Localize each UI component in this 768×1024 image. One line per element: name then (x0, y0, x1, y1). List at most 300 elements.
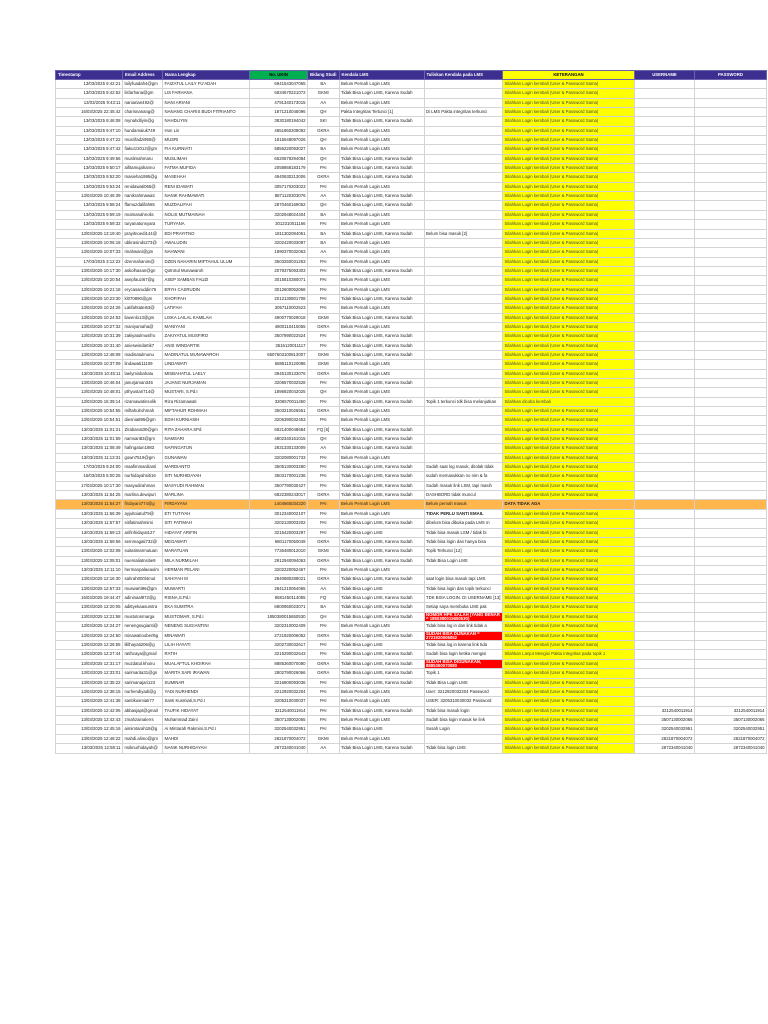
cell-username[interactable] (635, 612, 695, 622)
cell-password[interactable] (695, 388, 767, 397)
cell-bidang-studi[interactable]: PAI (308, 650, 340, 659)
cell-username[interactable] (635, 453, 695, 462)
cell-ukin[interactable]: 5856220093027 (250, 145, 308, 154)
cell-tuliskan-kendala[interactable] (424, 89, 503, 98)
cell-timestamp[interactable]: 13/03/2025 9:49:56 (56, 154, 123, 163)
cell-tuliskan-kendala[interactable] (424, 341, 503, 350)
cell-tuliskan-kendala[interactable]: Tidak bisa login dan topik terkunci (424, 584, 503, 593)
cell-keterangan[interactable]: Silahkan Login kembali (User & Password Sama) (503, 238, 635, 247)
cell-timestamp[interactable]: 13/03/2025 9:59:19 (56, 210, 123, 219)
cell-password[interactable] (695, 341, 767, 350)
cell-name[interactable]: NAMSARI (163, 435, 250, 444)
cell-keterangan[interactable]: Silahkan Login kembali (User & Password Sama) (503, 528, 635, 537)
cell-email[interactable]: turyanatunsyara (123, 220, 163, 229)
cell-tuliskan-kendala[interactable]: USER: 3205310030032 Password (424, 697, 503, 706)
table-row[interactable] (56, 537, 767, 546)
cell-ukin[interactable]: 3202130003202 (250, 519, 308, 528)
cell-kendala[interactable]: Belum Pernah Login LMS (339, 453, 424, 462)
cell-bidang-studi[interactable]: AA (308, 98, 340, 107)
cell-bidang-studi[interactable]: PAI (308, 678, 340, 687)
cell-tuliskan-kendala[interactable]: sudah memasukkan no nim & fa (424, 472, 503, 481)
cell-email[interactable]: abbasjapt@gmail (123, 706, 163, 715)
cell-kendala[interactable]: Tidak Bisa Login LMS, Karena Sudah (339, 164, 424, 173)
cell-password[interactable] (695, 697, 767, 706)
cell-bidang-studi[interactable]: GKMI (308, 313, 340, 322)
cell-name[interactable]: TURYANA (163, 220, 250, 229)
table-row[interactable] (56, 444, 767, 453)
cell-keterangan[interactable]: Silahkan Login kembali (User & Password Sama) (503, 257, 635, 266)
cell-tuliskan-kendala[interactable] (424, 257, 503, 266)
cell-email[interactable]: laelymisbahatu (123, 369, 163, 378)
cell-ukin[interactable]: 2058868183179 (250, 164, 308, 173)
cell-username[interactable] (635, 294, 695, 303)
cell-password[interactable] (695, 154, 767, 163)
cell-password[interactable] (695, 453, 767, 462)
table-row[interactable] (56, 136, 767, 145)
cell-ukin[interactable]: 3507790030427 (250, 481, 308, 490)
table-row[interactable] (56, 220, 767, 229)
cell-email[interactable]: rinahwani@gm (123, 248, 163, 257)
cell-keterangan[interactable]: Silahkan Login kembali (User & Password Sama) (503, 603, 635, 612)
col-email[interactable]: Email Address (123, 71, 163, 80)
cell-timestamp[interactable]: 13/03/2025 10:07:33 (56, 248, 123, 257)
cell-tuliskan-kendala[interactable]: Tidak bisa login dan hanya bisa (424, 537, 503, 546)
cell-keterangan[interactable]: Silahkan Login kembali (User & Password Sama) (503, 388, 635, 397)
cell-name[interactable]: ASEP SAMBAS FAUZI (163, 276, 250, 285)
cell-password[interactable] (695, 547, 767, 556)
cell-email[interactable]: musrifadzi950@ (123, 136, 163, 145)
cell-bidang-studi[interactable]: GKRA (308, 126, 340, 135)
cell-password[interactable] (695, 641, 767, 650)
cell-name[interactable]: Ai Mintarah Rakmini,S.Pd.I (163, 725, 250, 734)
cell-tuliskan-kendala[interactable]: NOMOR HPK SALAH (YANG BENAR = 1850380015650530) (424, 612, 503, 622)
table-row[interactable] (56, 89, 767, 98)
cell-keterangan[interactable]: Silahkan Login kembali (User & Password Sama) (503, 136, 635, 145)
cell-name[interactable]: Hun Lin (163, 126, 250, 135)
cell-ukin[interactable]: 6941543047065 (250, 80, 308, 89)
cell-timestamp[interactable]: 13/03/2025 10:31:40 (56, 341, 123, 350)
cell-password[interactable] (695, 192, 767, 201)
cell-bidang-studi[interactable]: QH (308, 201, 340, 210)
cell-password[interactable] (695, 622, 767, 631)
cell-keterangan[interactable]: Silahkan Login kembali (User & Password Sama) (503, 631, 635, 641)
cell-keterangan[interactable]: Silahkan Login kembali (User & Password Sama) (503, 379, 635, 388)
cell-bidang-studi[interactable]: PAI (308, 182, 340, 191)
cell-tuliskan-kendala[interactable] (424, 192, 503, 201)
cell-name[interactable]: MUSTOMAR, S.Pd.I (163, 612, 250, 622)
cell-bidang-studi[interactable]: SKI (308, 117, 340, 126)
cell-kendala[interactable]: Tidak Bisa Login LMS, Karena Sudah (339, 117, 424, 126)
table-row[interactable] (56, 210, 767, 219)
cell-ukin[interactable]: 3206390032453 (250, 416, 308, 425)
cell-kendala[interactable]: Belum Pernah Login LMS (339, 238, 424, 247)
cell-ukin[interactable]: 6885110120086 (250, 360, 308, 369)
cell-bidang-studi[interactable]: FQ (308, 593, 340, 602)
cell-ukin[interactable]: 3215420003297 (250, 528, 308, 537)
table-row[interactable] (56, 145, 767, 154)
cell-timestamp[interactable]: 13/03/2025 9:42:52 (56, 89, 123, 98)
cell-kendala[interactable]: Belum Pernah Login LMS (339, 697, 424, 706)
cell-bidang-studi[interactable]: PAI (308, 725, 340, 734)
cell-timestamp[interactable]: 13/03/2025 12:11:10 (56, 565, 123, 574)
cell-bidang-studi[interactable]: PAI (308, 285, 340, 294)
cell-bidang-studi[interactable]: PAI (308, 565, 340, 574)
cell-password[interactable]: 3507130002065 (695, 716, 767, 725)
cell-email[interactable]: nsiknurhidayah@ (123, 744, 163, 753)
cell-ukin[interactable]: 2079375093303 (250, 266, 308, 275)
cell-password[interactable] (695, 313, 767, 322)
cell-password[interactable] (695, 659, 767, 669)
cell-email[interactable]: lailyfuadah4@gm (123, 80, 163, 89)
cell-username[interactable] (635, 360, 695, 369)
cell-username[interactable] (635, 117, 695, 126)
cell-ukin[interactable]: 3015810380071 (250, 276, 308, 285)
table-row[interactable] (56, 154, 767, 163)
cell-kendala[interactable]: Belum Pernah Login LMS (339, 322, 424, 331)
table-row[interactable] (56, 304, 767, 313)
cell-email[interactable]: prayitnoedi144@ (123, 229, 163, 238)
cell-email[interactable]: ffamuzdalifah65 (123, 201, 163, 210)
table-row[interactable] (56, 108, 767, 117)
cell-timestamp[interactable]: 13/03/2025 10:46:39 (56, 192, 123, 201)
cell-name[interactable]: MASYUDI RAHMAN (163, 481, 250, 490)
cell-kendala[interactable]: Belum Pernah Login LMS (339, 509, 424, 518)
cell-bidang-studi[interactable]: PAI (308, 500, 340, 509)
cell-username[interactable] (635, 481, 695, 490)
cell-kendala[interactable]: Tidak Bisa Login LMS, Karena Sudah (339, 612, 424, 622)
cell-keterangan[interactable]: Silahkan Login kembali (User & Password Sama) (503, 688, 635, 697)
cell-email[interactable]: ayjultoiatul79@ (123, 509, 163, 518)
cell-email[interactable]: zakiyatulmusifro (123, 332, 163, 341)
cell-keterangan[interactable]: Silahkan Login kembali (User & Password Sama) (503, 164, 635, 173)
cell-ukin[interactable]: 3212540011914 (250, 706, 308, 715)
cell-tuliskan-kendala[interactable]: SUDAH BISA DIGUNAKAN, 8885360070080 (424, 659, 503, 669)
cell-email[interactable]: sarimanajari123 (123, 678, 163, 687)
cell-bidang-studi[interactable]: PAI (308, 257, 340, 266)
cell-bidang-studi[interactable]: PAI (308, 472, 340, 481)
cell-tuliskan-kendala[interactable] (424, 350, 503, 359)
cell-password[interactable] (695, 519, 767, 528)
cell-kendala[interactable]: Tidak Bisa Login LMS (339, 584, 424, 593)
table-row[interactable] (56, 379, 767, 388)
col-keterangan[interactable]: KETERANGAN (503, 71, 635, 80)
cell-tuliskan-kendala[interactable]: Topik 1 (424, 669, 503, 678)
table-row[interactable] (56, 369, 767, 378)
cell-password[interactable] (695, 117, 767, 126)
cell-kendala[interactable]: Tidak Bisa Login LMS, Karena Sudah (339, 341, 424, 350)
cell-tuliskan-kendala[interactable] (424, 425, 503, 434)
cell-kendala[interactable]: Pakta Integritas Tertunci [1] (339, 108, 424, 117)
cell-kendala[interactable]: Tidak Bisa Login LMS, Karena Sudah (339, 350, 424, 359)
cell-ukin[interactable]: 4791340173015 (250, 98, 308, 107)
cell-keterangan[interactable]: Silahkan Login kembali (User & Password Sama) (503, 547, 635, 556)
cell-ukin[interactable]: 3830180194042 (250, 117, 308, 126)
cell-timestamp[interactable]: 13/03/2025 11:54:25 (56, 491, 123, 500)
cell-timestamp[interactable]: 13/03/2025 10:24:53 (56, 313, 123, 322)
cell-timestamp[interactable]: 13/03/2025 12:42:06 (56, 706, 123, 715)
cell-email[interactable]: dzennahanim@ (123, 257, 163, 266)
cell-username[interactable]: 2872340041040 (635, 744, 695, 753)
table-row[interactable] (56, 248, 767, 257)
cell-email[interactable]: hundamaiuk749 (123, 126, 163, 135)
table-row[interactable] (56, 678, 767, 687)
cell-email[interactable]: nanikrahmawati (123, 192, 163, 201)
cell-keterangan[interactable]: Silahkan Login kembali (User & Password Sama) (503, 734, 635, 743)
cell-ukin[interactable]: 3057110002523 (250, 304, 308, 313)
cell-bidang-studi[interactable]: QH (308, 154, 340, 163)
cell-ukin[interactable]: 6800950023071 (250, 603, 308, 612)
cell-ukin[interactable]: 2840880289021 (250, 575, 308, 584)
cell-keterangan[interactable]: Silahkan Login kembali (User & Password Sama) (503, 182, 635, 191)
table-row[interactable] (56, 706, 767, 715)
cell-tuliskan-kendala[interactable]: Tidak bisa log in dan link tidak a (424, 622, 503, 631)
cell-timestamp[interactable]: 13/03/2025 11:59:56 (56, 537, 123, 546)
cell-kendala[interactable]: Belum Pernah Login LMS (339, 276, 424, 285)
table-row[interactable] (56, 192, 767, 201)
cell-username[interactable] (635, 192, 695, 201)
cell-kendala[interactable]: Tidak Bisa Login LMS, Karena Sudah (339, 669, 424, 678)
cell-password[interactable] (695, 631, 767, 641)
cell-bidang-studi[interactable]: GKRA (308, 669, 340, 678)
cell-timestamp[interactable]: 13/03/2025 12:31:17 (56, 659, 123, 669)
cell-kendala[interactable]: Tidak Bisa Login LMS, Karena Sudah (339, 425, 424, 434)
cell-timestamp[interactable]: 13/03/2025 10:21:18 (56, 285, 123, 294)
table-row[interactable] (56, 173, 767, 182)
cell-password[interactable] (695, 322, 767, 331)
table-row[interactable] (56, 622, 767, 631)
cell-password[interactable] (695, 435, 767, 444)
cell-username[interactable] (635, 472, 695, 481)
cell-keterangan[interactable]: Silahkan Login kembali (User & Password Sama) (503, 481, 635, 490)
cell-keterangan[interactable]: Silahkan Login kembali (User & Password Sama) (503, 80, 635, 89)
cell-name[interactable]: MUZDALIFAH (163, 201, 250, 210)
cell-ukin[interactable]: 3057170203023 (250, 182, 308, 191)
cell-keterangan[interactable]: Silahkan Login kembali (User & Password Sama) (503, 556, 635, 565)
cell-timestamp[interactable]: 13/03/2025 12:27:44 (56, 650, 123, 659)
cell-username[interactable] (635, 379, 695, 388)
cell-bidang-studi[interactable]: GKRA (308, 322, 340, 331)
cell-timestamp[interactable]: 13/03/2025 10:17:30 (56, 266, 123, 275)
cell-timestamp[interactable]: 13/03/2025 15:39:14 (56, 397, 123, 406)
cell-name[interactable]: LINDAWATI (163, 360, 250, 369)
cell-username[interactable] (635, 659, 695, 669)
cell-bidang-studi[interactable]: AA (308, 248, 340, 257)
cell-email[interactable]: mutmanahnolis (123, 210, 163, 219)
cell-username[interactable] (635, 220, 695, 229)
cell-tuliskan-kendala[interactable] (424, 201, 503, 210)
cell-name[interactable]: SUMINAR (163, 678, 250, 687)
cell-keterangan[interactable]: Silahkan Login kembali (User & Password Sama) (503, 313, 635, 322)
cell-timestamp[interactable]: 13/03/2025 9:52:20 (56, 173, 123, 182)
cell-keterangan[interactable]: Silahkan Login kembali (User & Password Sama) (503, 192, 635, 201)
table-row[interactable] (56, 238, 767, 247)
cell-keterangan[interactable]: Silahkan Login kembali (User & Password Sama) (503, 341, 635, 350)
cell-email[interactable]: gown7519@gm (123, 453, 163, 462)
cell-tuliskan-kendala[interactable]: TDK BISA LOGIN. DI USERNAME [13] (424, 593, 503, 602)
cell-tuliskan-kendala[interactable]: Tidak bisa masuk LSM / tidak bi (424, 528, 503, 537)
cell-tuliskan-kendala[interactable]: Tidak bisa login LMS (424, 744, 503, 753)
cell-bidang-studi[interactable]: BA (308, 145, 340, 154)
cell-username[interactable] (635, 509, 695, 518)
cell-keterangan[interactable]: Silahkan Login kembali (User & Password Sama) (503, 463, 635, 472)
cell-tuliskan-kendala[interactable]: Topik 1 terkunci tdk bisa melanjutkan (424, 397, 503, 406)
cell-tuliskan-kendala[interactable] (424, 220, 503, 229)
table-row[interactable] (56, 229, 767, 238)
cell-timestamp[interactable]: 13/03/2025 10:06:18 (56, 238, 123, 247)
cell-kendala[interactable]: Tidak Bisa Login LMS, Karena Sudah (339, 266, 424, 275)
cell-email[interactable]: madinatulmunu (123, 350, 163, 359)
cell-name[interactable]: FIRDAYANI (163, 500, 250, 509)
cell-bidang-studi[interactable]: AA (308, 584, 340, 593)
cell-bidang-studi[interactable]: GKMI (308, 547, 340, 556)
cell-keterangan[interactable]: Silahkan Lanjut Mengisi Pakta integritas pada topik 1 (503, 650, 635, 659)
cell-email[interactable]: Latifahtatei63@ (123, 304, 163, 313)
cell-ukin[interactable]: 6507603100813007 (250, 350, 308, 359)
cell-name[interactable]: EDI PRAYITNO (163, 229, 250, 238)
cell-email[interactable]: naniarian492@ (123, 98, 163, 107)
cell-username[interactable] (635, 435, 695, 444)
cell-kendala[interactable]: Tidak Bisa Login LMS, Karena Sudah (339, 173, 424, 182)
cell-tuliskan-kendala[interactable] (424, 313, 503, 322)
table-row[interactable] (56, 734, 767, 743)
cell-keterangan[interactable]: Silahkan Login kembali (User & Password Sama) (503, 706, 635, 715)
cell-username[interactable] (635, 565, 695, 574)
cell-name[interactable]: FAIZATUL LAILY FU'ADAH (163, 80, 250, 89)
cell-ukin[interactable]: 2012130801708 (250, 294, 308, 303)
cell-kendala[interactable]: Tidak Bisa Login LMS, Karena Sudah (339, 537, 424, 546)
cell-keterangan[interactable]: Silahkan Login kembali (User & Password Sama) (503, 669, 635, 678)
cell-bidang-studi[interactable]: GKRA (308, 659, 340, 669)
cell-kendala[interactable]: Tidak Bisa Login LMS, Karena Sudah (339, 472, 424, 481)
cell-kendala[interactable]: Tidak Bisa Login LMS, Karena Sudah (339, 631, 424, 641)
cell-email[interactable]: anieswindartik7 (123, 341, 163, 350)
cell-kendala[interactable]: Tidak Bisa Login LMS, Karena Sudah (339, 379, 424, 388)
cell-username[interactable] (635, 519, 695, 528)
cell-timestamp[interactable]: 13/03/2025 10:45:11 (56, 369, 123, 378)
cell-name[interactable]: MINAWATI (163, 631, 250, 641)
cell-keterangan[interactable]: Silahkan Login kembali (User & Password Sama) (503, 266, 635, 275)
cell-name[interactable]: NOLIS MUTMAINAH (163, 210, 250, 219)
cell-bidang-studi[interactable]: PAI (308, 716, 340, 725)
cell-timestamp[interactable]: 16/03/2025 19:44:47 (56, 593, 123, 602)
table-row[interactable] (56, 463, 767, 472)
cell-email[interactable]: lisfarhana@gm (123, 89, 163, 98)
cell-timestamp[interactable]: 13/03/2025 12:20:05 (56, 603, 123, 612)
cell-timestamp[interactable]: 13/03/2025 9:58:24 (56, 201, 123, 210)
cell-kendala[interactable]: Tidak Bisa Login LMS, Karena Sudah (339, 154, 424, 163)
cell-ukin[interactable]: 3202080001733 (250, 453, 308, 462)
cell-username[interactable] (635, 145, 695, 154)
cell-name[interactable]: MIFTAHUR ROHMAH (163, 407, 250, 416)
cell-username[interactable] (635, 697, 695, 706)
cell-kendala[interactable]: Tidak Bisa Login LMS, Karena Sudah (339, 491, 424, 500)
cell-email[interactable]: masyudirahman (123, 481, 163, 490)
cell-name[interactable]: Riza Rizamawati (163, 397, 250, 406)
cell-tuliskan-kendala[interactable]: Sudah bisa login masuk ke link (424, 716, 503, 725)
cell-tuliskan-kendala[interactable] (424, 154, 503, 163)
cell-keterangan[interactable]: Silahkan Login kembali (User & Password Sama) (503, 154, 635, 163)
cell-bidang-studi[interactable]: PAI (308, 266, 340, 275)
cell-password[interactable] (695, 575, 767, 584)
cell-name[interactable]: NANIK NURHIDAYAH (163, 744, 250, 753)
cell-name[interactable]: HERMAN PELANI (163, 565, 250, 574)
cell-tuliskan-kendala[interactable]: Tidak Bisa Login LMS (424, 556, 503, 565)
cell-password[interactable] (695, 238, 767, 247)
cell-ukin[interactable]: 2872340041040 (250, 744, 308, 753)
col-tuliskan-kendala[interactable]: Tuliskan Kendala pada LMS (424, 71, 503, 80)
cell-keterangan[interactable]: Silahkan Login kembali (User & Password Sama) (503, 565, 635, 574)
cell-bidang-studi[interactable]: PAI (308, 416, 340, 425)
cell-keterangan[interactable]: Silahkan Login kembali (User & Password Sama) (503, 173, 635, 182)
cell-name[interactable]: Qotrotul Munawaroh (163, 266, 250, 275)
cell-password[interactable] (695, 201, 767, 210)
cell-email[interactable]: hafingatun1983 (123, 444, 163, 453)
cell-password[interactable] (695, 463, 767, 472)
cell-password[interactable] (695, 509, 767, 518)
table-row[interactable] (56, 725, 767, 734)
cell-email[interactable]: firdayani774@g (123, 500, 163, 509)
cell-username[interactable] (635, 425, 695, 434)
cell-password[interactable] (695, 537, 767, 546)
cell-keterangan[interactable]: Silahkan Login kembali (User & Password Sama) (503, 659, 635, 669)
cell-ukin[interactable]: 2721920006052 (250, 631, 308, 641)
cell-timestamp[interactable]: 13/03/2025 11:01:59 (56, 435, 123, 444)
cell-name[interactable]: NENENG SUGIANTINI (163, 622, 250, 631)
cell-password[interactable] (695, 98, 767, 107)
cell-email[interactable]: kl070890@gm (123, 294, 163, 303)
cell-bidang-studi[interactable]: PAI (308, 341, 340, 350)
cell-keterangan[interactable]: Silahkan Login kembali (User & Password Sama) (503, 435, 635, 444)
cell-name[interactable]: RENI IDAWATI (163, 182, 250, 191)
cell-name[interactable]: RISNA,S.Pd.I (163, 593, 250, 602)
cell-kendala[interactable]: Tidak Bisa Login LMS (339, 725, 424, 734)
cell-kendala[interactable]: Tidak Bisa Login LMS, Karena Sudah (339, 547, 424, 556)
cell-bidang-studi[interactable]: PAI (308, 688, 340, 697)
cell-tuliskan-kendala[interactable] (424, 145, 503, 154)
cell-name[interactable]: MUSLIMAH (163, 154, 250, 163)
cell-bidang-studi[interactable]: GKRA (308, 407, 340, 416)
cell-keterangan[interactable]: Silahkan Login kembali (User & Password Sama) (503, 519, 635, 528)
cell-kendala[interactable]: Tidak Bisa Login LMS, Karena Sudah (339, 650, 424, 659)
cell-email[interactable]: adininaal972@g (123, 593, 163, 602)
cell-timestamp[interactable]: 13/03/2025 9:47:42 (56, 145, 123, 154)
cell-tuliskan-kendala[interactable] (424, 210, 503, 219)
cell-ukin[interactable]: 1890370032063 (250, 248, 308, 257)
cell-password[interactable] (695, 360, 767, 369)
cell-name[interactable]: LISKA LAILAL KAMILAH (163, 313, 250, 322)
cell-password[interactable] (695, 164, 767, 173)
cell-timestamp[interactable]: 13/03/2025 12:05:01 (56, 556, 123, 565)
cell-password[interactable]: 2872340041040 (695, 744, 767, 753)
cell-bidang-studi[interactable]: PAI (308, 397, 340, 406)
cell-username[interactable] (635, 238, 695, 247)
cell-timestamp[interactable]: 16/03/2025 22:45:42 (56, 108, 123, 117)
cell-name[interactable]: MARDIANTO (163, 463, 250, 472)
cell-username[interactable] (635, 388, 695, 397)
cell-kendala[interactable]: Tidak Bisa Login LMS, Karena Sudah (339, 435, 424, 444)
cell-ukin[interactable]: 4802340161015 (250, 435, 308, 444)
cell-kendala[interactable]: Tidak Bisa Login LMS, Karena Sudah (339, 556, 424, 565)
cell-bidang-studi[interactable]: AA (308, 192, 340, 201)
table-row[interactable] (56, 697, 767, 706)
table-row[interactable] (56, 650, 767, 659)
cell-name[interactable]: NANIK RAHMAWATI (163, 192, 250, 201)
cell-bidang-studi[interactable]: PAI (308, 706, 340, 715)
cell-tuliskan-kendala[interactable] (424, 734, 503, 743)
cell-ukin[interactable]: 3503170001236 (250, 472, 308, 481)
cell-username[interactable] (635, 80, 695, 89)
cell-username[interactable]: 2821870004072 (635, 734, 695, 743)
